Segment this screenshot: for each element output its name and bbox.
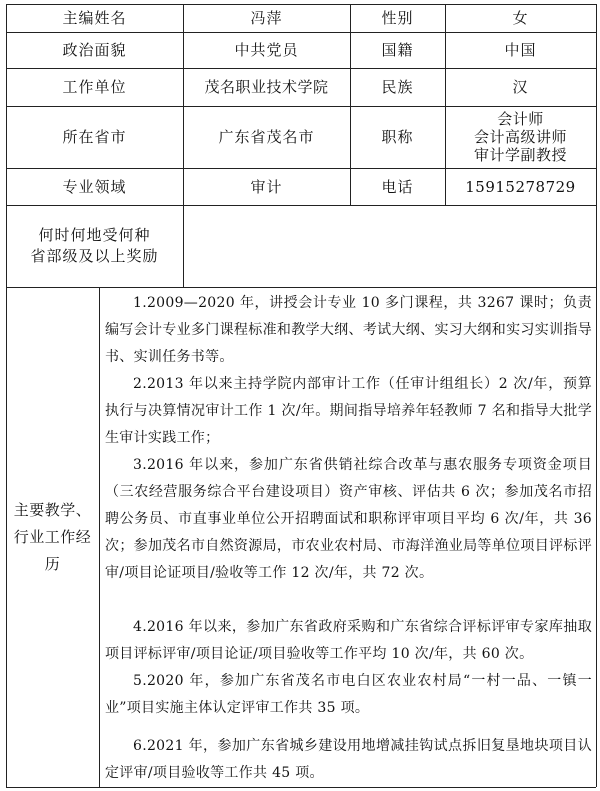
- value-political-status: 中共党员: [234, 41, 299, 59]
- value-professional-titles: [445, 106, 596, 168]
- awards-label-line: 何时何地受何种: [38, 226, 151, 244]
- label-work-unit: 工作单位: [62, 78, 127, 96]
- value-province-city: 广东省茂名市: [218, 128, 315, 146]
- value-awards: [183, 205, 596, 287]
- label-gender: 性别: [381, 9, 414, 27]
- title-line: 会计师: [497, 110, 544, 128]
- value-ethnicity: 汉: [512, 78, 529, 96]
- col-divider: [99, 287, 100, 787]
- label-phone: 电话: [381, 177, 414, 196]
- experience-paragraph-3: 3.2016 年以来，参加广东省供销社综合改革与惠农服务专项资金项目（三农经营服务综合平台建设项目）资产审核、评估共 6 次；参加茂名市招聘公务员、市直事业单位公开招聘面试和职称评审项目平均 6 次/年，共 36 次；参加茂名市自然资源局，市农业农村局、市海洋渔业局等单位项目评标评审/项目论证项目/验收等工作 12 次/年，共 72 次。: [105, 457, 592, 581]
- experience-paragraph-5: 5.2020 年，参加广东省茂名市电白区农业农村局“一村一品、一镇一业”项目实施主体认定评审工作共 35 项。: [105, 673, 592, 716]
- experience-label-line: 行业工作经: [13, 527, 92, 546]
- value-nationality: 中国: [504, 41, 537, 59]
- experience-paragraph-4: 4.2016 年以来，参加广东省政府采购和广东省综合评标评审专家库抽取项目评标评审/项目论证/项目验收等工作平均 10 次/年，共 60 次。: [105, 619, 592, 662]
- experience-paragraph-2: 2.2013 年以来主持学院内部审计工作（任审计组组长）2 次/年，预算执行与决算情况审计工作 1 次/年。期间指导培养年轻教师 7 名和指导大批学生审计实践工作；: [105, 376, 592, 446]
- table-border-bottom: [6, 787, 596, 788]
- value-gender: 女: [512, 9, 529, 27]
- experience-paragraph-6: 6.2021 年，参加广东省城乡建设用地增减挂钩试点拆旧复垦地块项目认定评审/项目验收等工作共 45 项。: [105, 738, 592, 781]
- awards-label-line: 省部级及以上奖励: [30, 247, 159, 265]
- value-editor-name: 冯萍: [250, 9, 283, 27]
- label-nationality: 国籍: [381, 41, 414, 59]
- label-editor-name: 主编姓名: [62, 9, 127, 27]
- experience-paragraph-1: 1.2009—2020 年，讲授会计专业 10 多门课程，共 3267 课时；负责编写会计专业多门课程标准和教学大纲、考试大纲、实习大纲和实习实训指导书、实训任务书等。: [105, 295, 592, 365]
- title-line: 审计学副教授: [473, 146, 567, 164]
- label-awards: [6, 205, 183, 287]
- label-province-city: 所在省市: [62, 128, 127, 146]
- label-political-status: 政治面貌: [62, 41, 127, 59]
- label-specialty: 专业领域: [62, 177, 127, 196]
- value-phone: 15915278729: [465, 177, 576, 196]
- table-border-right: [596, 4, 597, 787]
- title-line: 会计高级讲师: [473, 128, 567, 146]
- label-professional-title: 职称: [381, 128, 414, 146]
- experience-label-line: 主要教学、: [13, 500, 92, 519]
- value-specialty: 审计: [250, 177, 283, 196]
- label-ethnicity: 民族: [381, 78, 414, 96]
- label-work-experience: [6, 287, 99, 787]
- experience-label-line: 历: [44, 554, 61, 573]
- value-work-unit: 茂名职业技术学院: [204, 78, 329, 96]
